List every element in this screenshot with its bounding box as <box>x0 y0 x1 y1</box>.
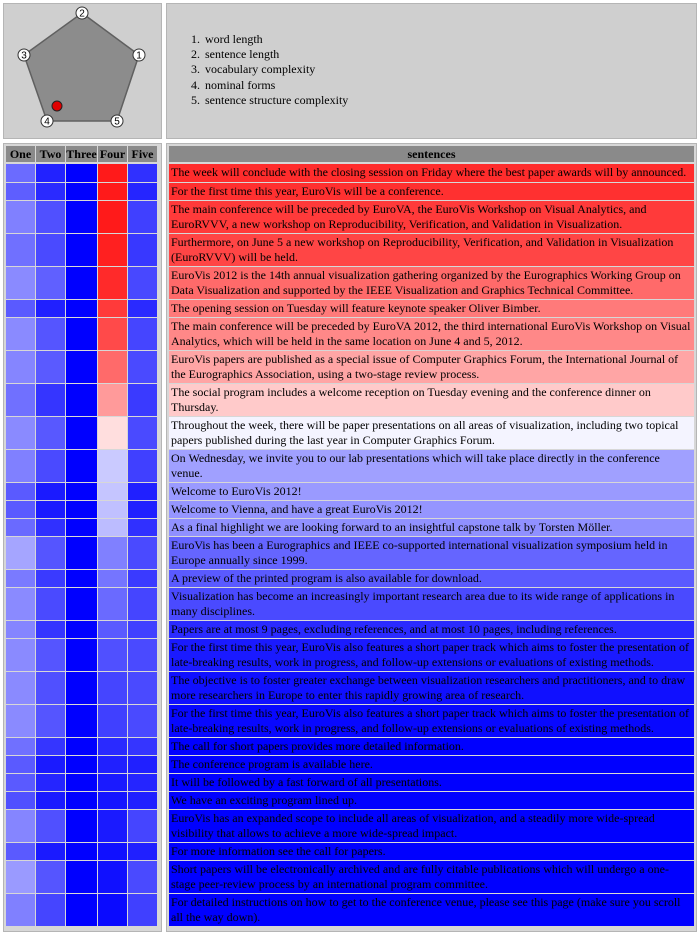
sentence-row[interactable]: Furthermore, on June 5 a new workshop on Reproducibility, Verification, and Validation in Visualization (EuroRVVV) will be held. <box>169 234 694 266</box>
feature-cell[interactable] <box>66 810 97 842</box>
feature-cell[interactable] <box>36 894 65 926</box>
feature-cell[interactable] <box>36 621 65 638</box>
radar-selection-marker[interactable] <box>52 101 62 111</box>
sentence-row[interactable]: The main conference will be preceded by EuroVA, the EuroVis Workshop on Visual Analytics, and EuroRVVV, a new workshop on Reproducibility, Verification, and Validation in Visualization. <box>169 201 694 233</box>
feature-cell[interactable] <box>6 705 35 737</box>
feature-cell[interactable] <box>98 201 127 233</box>
feature-cell[interactable] <box>98 519 127 536</box>
sentence-row[interactable]: On Wednesday, we invite you to our lab presentations which will take place directly in the conference venue. <box>169 450 694 482</box>
feature-cell[interactable] <box>6 450 35 482</box>
feature-cell[interactable] <box>36 351 65 383</box>
feature-cell[interactable] <box>98 267 127 299</box>
feature-cell[interactable] <box>66 774 97 791</box>
feature-cell[interactable] <box>36 300 65 317</box>
radar-label-4[interactable] <box>41 115 53 128</box>
feature-cell[interactable] <box>128 861 157 893</box>
feature-cell[interactable] <box>36 267 65 299</box>
feature-cell[interactable] <box>98 483 127 500</box>
svg-text:3: 3 <box>21 50 27 62</box>
feature-cell[interactable] <box>128 450 157 482</box>
feature-cell[interactable] <box>128 774 157 791</box>
feature-cell[interactable] <box>98 861 127 893</box>
radar-label-2[interactable] <box>76 7 88 20</box>
sentence-row[interactable]: For the first time this year, EuroVis also features a short paper track which aims to foster the presentation of late-breaking results, work in progress, and follow-up extensions or evaluations of existing methods. <box>169 639 694 671</box>
feature-cell[interactable] <box>66 164 97 182</box>
sentence-row[interactable]: The objective is to foster greater exchange between visualization researchers and practitioners, and to draw more researchers in Europe to enter this rapidly growing area of research. <box>169 672 694 704</box>
feature-cell[interactable] <box>6 672 35 704</box>
feature-cell[interactable] <box>66 351 97 383</box>
feature-cell[interactable] <box>128 501 157 518</box>
sentence-row[interactable]: It will be followed by a fast forward of all presentations. <box>169 774 694 791</box>
feature-cell[interactable] <box>36 843 65 860</box>
feature-cell[interactable] <box>6 774 35 791</box>
feature-cell[interactable] <box>6 621 35 638</box>
feature-cell[interactable] <box>98 501 127 518</box>
radar-label-3[interactable] <box>18 49 30 62</box>
feature-cell[interactable] <box>128 384 157 416</box>
feature-cell[interactable] <box>36 483 65 500</box>
feature-cell[interactable] <box>66 450 97 482</box>
feature-cell[interactable] <box>36 384 65 416</box>
feature-cell[interactable] <box>98 810 127 842</box>
feature-cell[interactable] <box>36 417 65 449</box>
sentence-row[interactable]: We have an exciting program lined up. <box>169 792 694 809</box>
sentence-row[interactable]: The week will conclude with the closing session on Friday where the best paper awards will by announced. <box>169 164 694 182</box>
feature-cell[interactable] <box>6 318 35 350</box>
feature-cell[interactable] <box>36 588 65 620</box>
feature-cell[interactable] <box>128 621 157 638</box>
column-header-four[interactable]: Four <box>99 147 126 161</box>
svg-text:5: 5 <box>114 116 120 128</box>
feature-cell[interactable] <box>128 588 157 620</box>
legend-item: 3. vocabulary complexity <box>203 62 348 77</box>
feature-cell[interactable] <box>6 639 35 671</box>
feature-cell[interactable] <box>128 894 157 926</box>
legend-item: 5. sentence structure complexity <box>203 93 348 108</box>
feature-cell[interactable] <box>66 639 97 671</box>
feature-cell[interactable] <box>98 318 127 350</box>
column-header-five[interactable]: Five <box>128 146 157 162</box>
feature-legend <box>167 32 348 108</box>
feature-cell[interactable] <box>98 639 127 671</box>
svg-text:2: 2 <box>79 8 85 20</box>
feature-cell[interactable] <box>66 588 97 620</box>
sentence-row[interactable]: A preview of the printed program is also available for download. <box>169 570 694 587</box>
feature-cell[interactable] <box>128 201 157 233</box>
sentence-row[interactable]: EuroVis 2012 is the 14th annual visualization gathering organized by the Eurographics Working Group on Data Visualization and supported by the IEEE Visualization and Graphics Technical Committee. <box>169 267 694 299</box>
feature-cell[interactable] <box>98 588 127 620</box>
feature-cell[interactable] <box>128 417 157 449</box>
feature-cell[interactable] <box>6 861 35 893</box>
feature-cell[interactable] <box>6 501 35 518</box>
feature-cell[interactable] <box>6 384 35 416</box>
feature-cell[interactable] <box>98 234 127 266</box>
feature-cell[interactable] <box>36 164 65 182</box>
feature-cell[interactable] <box>98 384 127 416</box>
feature-cell[interactable] <box>6 810 35 842</box>
feature-cell[interactable] <box>66 300 97 317</box>
feature-cell[interactable] <box>66 705 97 737</box>
legend-item: 1. word length <box>203 32 348 47</box>
feature-cell[interactable] <box>6 183 35 200</box>
feature-cell[interactable] <box>6 519 35 536</box>
feature-cell[interactable] <box>6 483 35 500</box>
feature-cell[interactable] <box>128 843 157 860</box>
feature-cell[interactable] <box>98 774 127 791</box>
sentence-row[interactable]: As a final highlight we are looking forward to an insightful capstone talk by Torsten Möller. <box>169 519 694 536</box>
sentence-row[interactable]: EuroVis has an expanded scope to include all areas of visualization, and a steadily more wide-spread visibility that allows to achieve a more wide-spread impact. <box>169 810 694 842</box>
sentences-table <box>166 143 697 932</box>
feature-cell[interactable] <box>98 450 127 482</box>
feature-cell[interactable] <box>36 519 65 536</box>
feature-cell[interactable] <box>128 483 157 500</box>
sentence-row[interactable]: The conference program is available here. <box>169 756 694 773</box>
feature-cell[interactable] <box>128 164 157 182</box>
feature-cell[interactable] <box>36 672 65 704</box>
feature-cell[interactable] <box>66 570 97 587</box>
feature-cell[interactable] <box>6 351 35 383</box>
legend-item: 2. sentence length <box>203 47 348 62</box>
feature-cell[interactable] <box>128 639 157 671</box>
feature-cell[interactable] <box>128 234 157 266</box>
feature-cell[interactable] <box>98 672 127 704</box>
feature-cell[interactable] <box>98 792 127 809</box>
feature-cell[interactable] <box>128 519 157 536</box>
feature-cell[interactable] <box>98 756 127 773</box>
feature-cell[interactable] <box>6 792 35 809</box>
feature-cell[interactable] <box>36 537 65 569</box>
feature-cell[interactable] <box>6 756 35 773</box>
feature-cell[interactable] <box>66 756 97 773</box>
feature-cell[interactable] <box>36 738 65 755</box>
feature-cell[interactable] <box>36 861 65 893</box>
feature-cell[interactable] <box>6 588 35 620</box>
sentence-row[interactable]: For the first time this year, EuroVis will be a conference. <box>169 183 694 200</box>
sentence-row[interactable]: Papers are at most 9 pages, excluding references, and at most 10 pages, including references. <box>169 621 694 638</box>
sentence-row[interactable]: EuroVis papers are published as a special issue of Computer Graphics Forum, the International Journal of the Eurographics Association, using a two-stage review process. <box>169 351 694 383</box>
feature-cell[interactable] <box>66 861 97 893</box>
feature-cell[interactable] <box>66 738 97 755</box>
sentence-row[interactable]: The call for short papers provides more detailed information. <box>169 738 694 755</box>
feature-cell[interactable] <box>36 705 65 737</box>
feature-cell[interactable] <box>66 843 97 860</box>
feature-cell[interactable] <box>128 672 157 704</box>
sentence-row[interactable]: For the first time this year, EuroVis also features a short paper track which aims to foster the presentation of late-breaking results, work in progress, and follow-up extensions or evaluations of existing methods. <box>169 705 694 737</box>
feature-cell[interactable] <box>66 384 97 416</box>
feature-cell[interactable] <box>66 417 97 449</box>
feature-cell[interactable] <box>128 738 157 755</box>
column-header-two[interactable]: Two <box>36 146 65 162</box>
feature-cell[interactable] <box>128 537 157 569</box>
feature-cell[interactable] <box>128 351 157 383</box>
sentence-row[interactable]: Throughout the week, there will be paper presentations on all areas of visualization, including two topical papers published during the last year in Computer Graphics Forum. <box>169 417 694 449</box>
feature-cell[interactable] <box>36 201 65 233</box>
legend-panel <box>166 3 697 139</box>
feature-cell[interactable] <box>128 810 157 842</box>
sentence-row[interactable]: The opening session on Tuesday will feature keynote speaker Oliver Bimber. <box>169 300 694 317</box>
feature-cell[interactable] <box>6 894 35 926</box>
feature-cell[interactable] <box>66 201 97 233</box>
feature-cell[interactable] <box>66 519 97 536</box>
feature-cell[interactable] <box>66 894 97 926</box>
feature-cell[interactable] <box>36 570 65 587</box>
feature-cell[interactable] <box>66 183 97 200</box>
radar-label-5[interactable] <box>111 115 123 128</box>
feature-cell[interactable] <box>128 792 157 809</box>
feature-cell[interactable] <box>128 318 157 350</box>
feature-cell[interactable] <box>6 843 35 860</box>
feature-cell[interactable] <box>36 639 65 671</box>
feature-cell[interactable] <box>98 705 127 737</box>
feature-cell[interactable] <box>128 267 157 299</box>
feature-cell[interactable] <box>6 164 35 182</box>
feature-cell[interactable] <box>98 351 127 383</box>
feature-cell[interactable] <box>66 672 97 704</box>
feature-cell[interactable] <box>98 417 127 449</box>
column-header-one[interactable]: One <box>6 146 35 162</box>
feature-cell[interactable] <box>6 537 35 569</box>
feature-cell[interactable] <box>128 183 157 200</box>
feature-cell[interactable] <box>128 756 157 773</box>
radar-label-1[interactable] <box>133 49 145 62</box>
radar-panel <box>3 3 162 139</box>
feature-cell[interactable] <box>36 774 65 791</box>
feature-cell[interactable] <box>66 621 97 638</box>
sentence-row[interactable]: For detailed instructions on how to get to the conference venue, please see this page (make sure you scroll all the way down). <box>169 894 694 926</box>
feature-cell[interactable] <box>128 570 157 587</box>
feature-cell[interactable] <box>98 537 127 569</box>
feature-cell[interactable] <box>6 201 35 233</box>
feature-cell[interactable] <box>98 894 127 926</box>
feature-cell[interactable] <box>66 234 97 266</box>
feature-cell[interactable] <box>6 267 35 299</box>
feature-cell[interactable] <box>66 267 97 299</box>
feature-cell[interactable] <box>6 417 35 449</box>
feature-cell[interactable] <box>128 300 157 317</box>
sentence-row[interactable]: The social program includes a welcome reception on Tuesday evening and the conference dinner on Thursday. <box>169 384 694 416</box>
feature-cell[interactable] <box>98 621 127 638</box>
feature-cell[interactable] <box>66 483 97 500</box>
sentence-row[interactable]: Welcome to EuroVis 2012! <box>169 483 694 500</box>
feature-cell[interactable] <box>98 183 127 200</box>
feature-cell[interactable] <box>6 234 35 266</box>
legend-item: 4. nominal forms <box>203 78 348 93</box>
column-header-three[interactable]: Three <box>66 147 97 161</box>
feature-cell[interactable] <box>36 501 65 518</box>
feature-cell[interactable] <box>66 318 97 350</box>
feature-matrix <box>3 143 162 932</box>
sentence-row[interactable]: Welcome to Vienna, and have a great EuroVis 2012! <box>169 501 694 518</box>
sentence-row[interactable]: The main conference will be preceded by EuroVA 2012, the third international EuroVis Workshop on Visual Analytics, which will be held in the same location on June 4 and 5, 2012. <box>169 318 694 350</box>
feature-cell[interactable] <box>36 318 65 350</box>
radar-chart[interactable] <box>4 4 161 138</box>
feature-cell[interactable] <box>128 705 157 737</box>
feature-cell[interactable] <box>6 738 35 755</box>
feature-cell[interactable] <box>36 810 65 842</box>
sentence-row[interactable]: Short papers will be electronically archived and are fully citable publications which will undergo a one-stage peer-review process by an international program committee. <box>169 861 694 893</box>
feature-cell[interactable] <box>66 537 97 569</box>
feature-cell[interactable] <box>98 843 127 860</box>
svg-text:4: 4 <box>44 116 50 128</box>
feature-cell[interactable] <box>66 792 97 809</box>
sentences-header[interactable]: sentences <box>169 146 694 162</box>
feature-cell[interactable] <box>36 183 65 200</box>
sentence-row[interactable]: For more information see the call for papers. <box>169 843 694 860</box>
sentence-row[interactable]: Visualization has become an increasingly important research area due to its wide range of applications in many disciplines. <box>169 588 694 620</box>
sentence-row[interactable]: EuroVis has been a Eurographics and IEEE co-supported international visualization symposium held in Europe annually since 1999. <box>169 537 694 569</box>
svg-text:1: 1 <box>136 50 142 62</box>
feature-cell[interactable] <box>36 450 65 482</box>
feature-cell[interactable] <box>36 756 65 773</box>
feature-cell[interactable] <box>6 570 35 587</box>
feature-cell[interactable] <box>98 738 127 755</box>
feature-cell[interactable] <box>66 501 97 518</box>
feature-cell[interactable] <box>36 792 65 809</box>
radar-pentagon <box>24 13 139 121</box>
feature-cell[interactable] <box>36 234 65 266</box>
feature-cell[interactable] <box>98 164 127 182</box>
feature-cell[interactable] <box>6 300 35 317</box>
feature-cell[interactable] <box>98 570 127 587</box>
feature-cell[interactable] <box>98 300 127 317</box>
